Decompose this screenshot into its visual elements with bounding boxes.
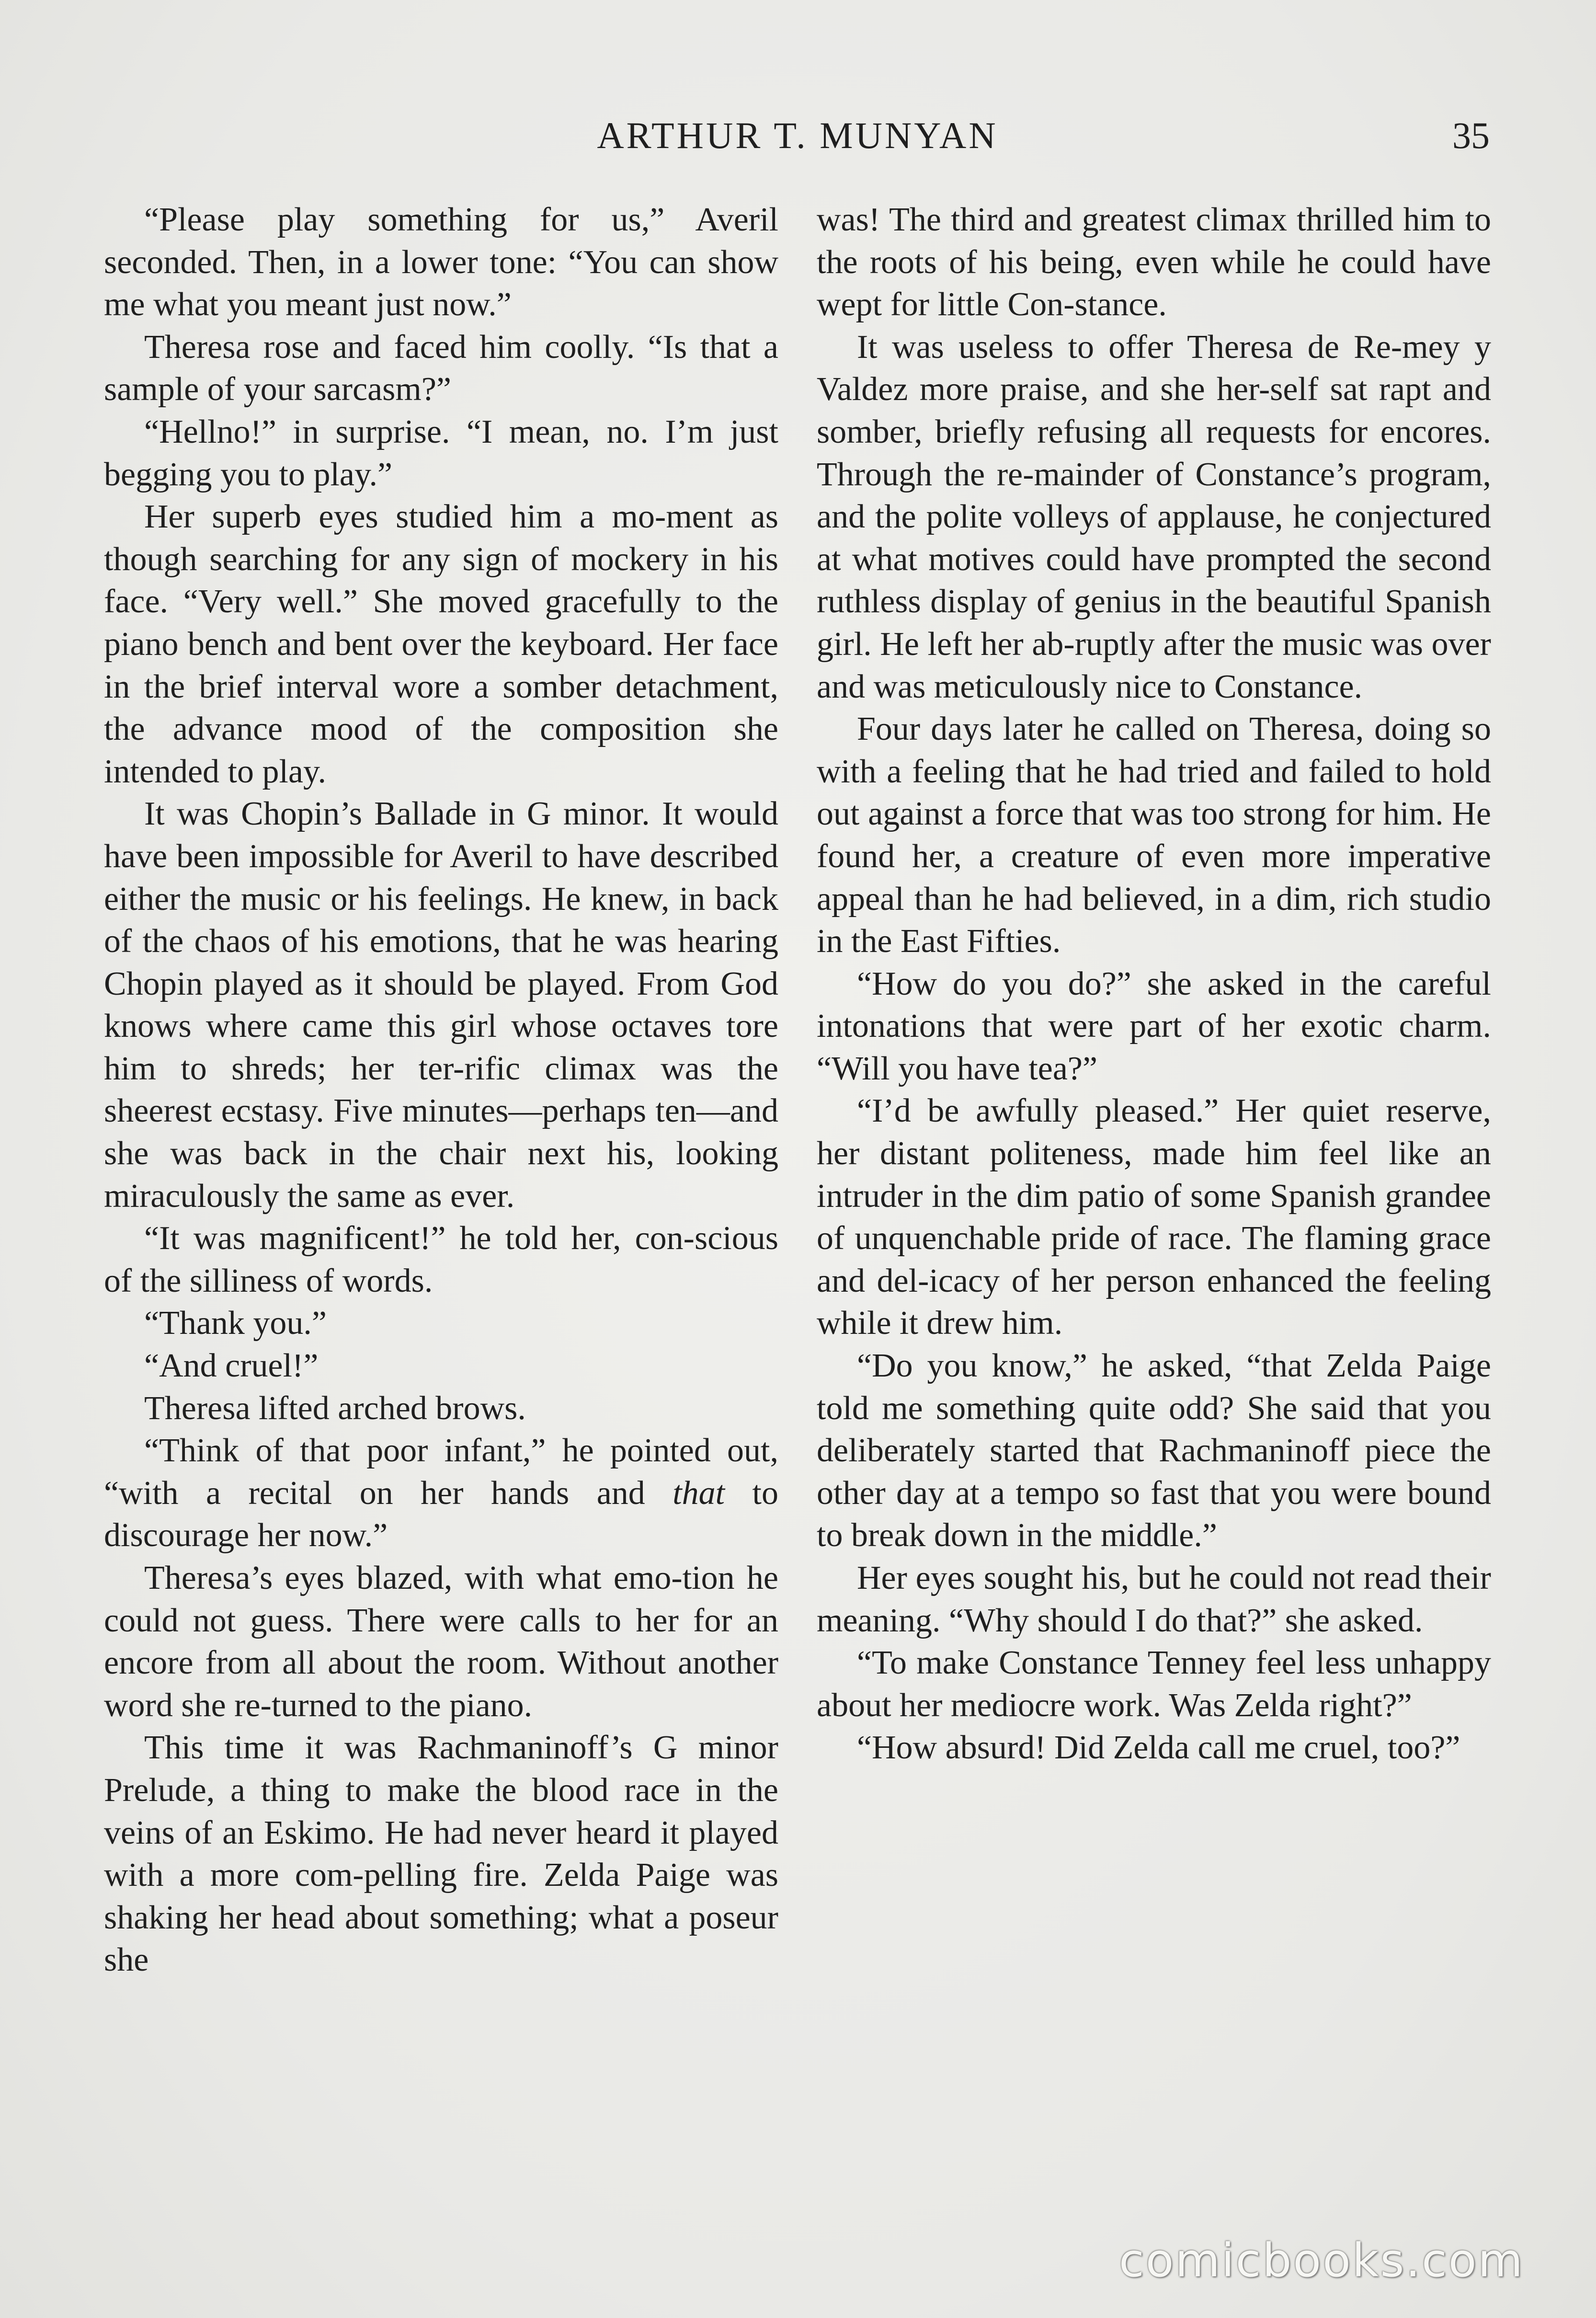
watermark: comicbooks.com: [1118, 2234, 1524, 2287]
paragraph: was! The third and greatest climax thrilled him to the roots of his being, even while he could have wept for little Con-stance.: [817, 201, 1491, 323]
paragraph: Theresa lifted arched brows.: [144, 1389, 526, 1427]
paragraph: “To make Constance Tenney feel less unhappy about her mediocre work. Was Zelda right?”: [817, 1644, 1491, 1724]
text-column-right: [817, 199, 1491, 2187]
paragraph: “I’d be awfully pleased.” Her quiet reserve, her distant politeness, made him feel like an intruder in the dim patio of some Spanish grandee of unquenchable pride of race. The flaming grace and del-icacy of her person enhanced the feeling while it drew him.: [817, 1092, 1491, 1342]
running-head: [105, 109, 1490, 162]
paragraph: “Thank you.”: [144, 1305, 327, 1342]
paragraph: Theresa rose and faced him coolly. “Is that a sample of your sarcasm?”: [104, 328, 778, 408]
paragraph: This time it was Rachmaninoff’s G minor Prelude, a thing to make the blood race in the veins of an Eskimo. He had never heard it played with a more com-pelling fire. Zelda Paige was shaking her head about something; what a poseur she: [104, 1729, 778, 1979]
running-title: ARTHUR T. MUNYAN: [597, 115, 998, 156]
paragraph: Theresa’s eyes blazed, with what emo-tion he could not guess. There were calls to her for an encore from all about the room. Without another word she re-turned to the piano.: [104, 1560, 778, 1724]
paragraph: Her eyes sought his, but he could not read their meaning. “Why should I do that?” she asked.: [817, 1560, 1491, 1639]
paragraph: It was Chopin’s Ballade in G minor. It would have been impossible for Averil to have described either the music or his feelings. He knew, in back of the chaos of his emotions, that he was hearing Chopin played as it should be played. From God knows where came this girl whose octaves tore him to shreds; her ter-rific climax was the sheerest ecstasy. Five minutes—perhaps ten—and she was back in the chair next his, looking miraculously the same as ever.: [104, 795, 778, 1215]
paragraph: “It was magnificent!” he told her, con-scious of the silliness of words.: [104, 1220, 778, 1299]
paragraph: “Do you know,” he asked, “that Zelda Paige told me something quite odd? She said that you deliberately started that Rachmaninoff piece the other day at a tempo so fast that you were bound to break down in the middle.”: [817, 1347, 1491, 1554]
paragraph: It was useless to offer Theresa de Re-mey y Valdez more praise, and she her-self sat rapt and somber, briefly refusing all requests for encores. Through the re-mainder of Constance’s program, and the polite volleys of applause, he conjectured at what motives could have prompted the second ruthless display of genius in the beautiful Spanish girl. He left her ab-ruptly after the music was over and was meticulously nice to Constance.: [817, 328, 1491, 705]
paragraph: “How do you do?” she asked in the careful intonations that were part of her exotic charm. “Will you have tea?”: [817, 965, 1491, 1087]
paragraph: “How absurd! Did Zelda call me cruel, too?”: [857, 1729, 1460, 1767]
paragraph: “Hellno!” in surprise. “I mean, no. I’m just begging you to play.”: [104, 413, 778, 493]
page-number: 35: [1452, 115, 1490, 156]
paragraph: “And cruel!”: [144, 1347, 319, 1385]
paragraph: “Please play something for us,” Averil seconded. Then, in a lower tone: “You can show me what you meant just now.”: [104, 201, 778, 323]
text-column-left: [104, 199, 778, 2187]
paragraph: “Think of that poor infant,” he pointed out, “with a recital on her hands and that to discourage her now.”: [104, 1432, 779, 1554]
paragraph: Four days later he called on Theresa, doing so with a feeling that he had tried and failed to hold out against a force that was too strong for him. He found her, a creature of even more imperative appeal than he had believed, in a dim, rich studio in the East Fifties.: [817, 711, 1491, 960]
paragraph: Her superb eyes studied him a mo-ment as though searching for any sign of mockery in his face. “Very well.” She moved gracefully to the piano bench and bent over the keyboard. Her face in the brief interval wore a somber detachment, the advance mood of the composition she intended to play.: [104, 498, 778, 790]
